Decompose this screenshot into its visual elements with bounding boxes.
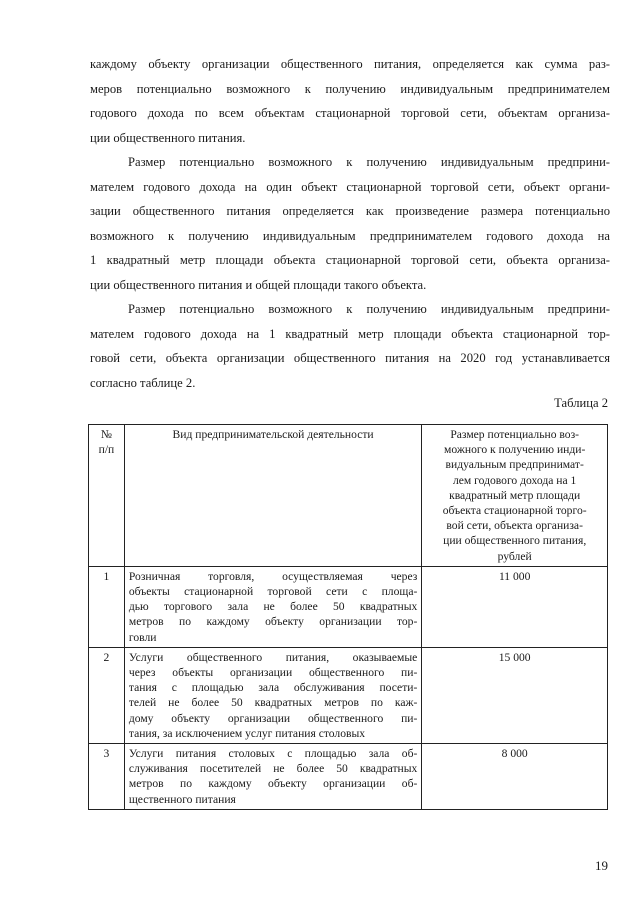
text-line: возможного к получению индивидуальным предпринимателем годового дохода на xyxy=(90,228,610,243)
page-number: 19 xyxy=(595,858,608,873)
row-activity xyxy=(124,647,421,743)
row-activity xyxy=(124,744,421,810)
text-line: меров потенциально возможного к получению индивидуальным предпринимателем xyxy=(90,81,610,96)
row-number: 2 xyxy=(89,647,125,743)
cell-text-line: метров по каждому объекту организации об- xyxy=(128,777,418,791)
header-income-size xyxy=(422,425,608,567)
cell-text-line: метров по каждому объекту организации тор- xyxy=(128,615,418,629)
text-line: Размер потенциально возможного к получению индивидуальным предприни- xyxy=(128,155,610,169)
header-text-line: № xyxy=(100,428,112,441)
text-line: мателем годового дохода на один объект стационарной торговой сети, объект органи- xyxy=(90,179,610,194)
row-value: 15 000 xyxy=(422,647,608,743)
row-value: 8 000 xyxy=(422,744,608,810)
table-header-row xyxy=(89,425,608,567)
table-row xyxy=(89,744,608,810)
cell-text-line: служивания посетителей не более 50 квадратных xyxy=(128,762,418,776)
header-text-line: рублей xyxy=(497,549,532,563)
header-text-line: вой сети, объекта организа- xyxy=(446,519,583,533)
header-text-line: можного к получению инди- xyxy=(444,443,586,457)
cell-text-line: щественного питания xyxy=(128,792,236,806)
header-text-line: Размер потенциально воз- xyxy=(450,428,580,441)
header-text-line: квадратный метр площади xyxy=(449,488,581,502)
text-line: мателем годового дохода на 1 квадратный метр площади объекта стационарной тор- xyxy=(90,326,610,341)
header-text-line: ции общественного питания, xyxy=(443,534,587,548)
paragraph-3 xyxy=(90,297,610,395)
text-line: ции общественного питания. xyxy=(90,130,246,145)
paragraph-1 xyxy=(90,52,610,150)
cell-text-line: Услуги общественного питания, оказываемые xyxy=(128,650,418,664)
cell-text-line: тания, за исключением услуг питания столовых xyxy=(128,726,366,740)
table-row xyxy=(89,566,608,647)
header-number xyxy=(89,425,125,567)
header-text: Вид предпринимательской деятельности xyxy=(172,428,374,441)
header-activity xyxy=(124,425,421,567)
cell-text-line: телей не более 50 квадратных метров по каж- xyxy=(128,696,418,710)
header-text-line: видуальным предпринимат- xyxy=(445,458,584,472)
row-value: 11 000 xyxy=(422,566,608,647)
cell-text-line: дому объекту организации общественного пи- xyxy=(128,711,418,725)
row-number: 3 xyxy=(89,744,125,810)
text-line: Размер потенциально возможного к получению индивидуальным предприни- xyxy=(128,302,610,316)
header-text-line: лем годового дохода на 1 xyxy=(452,473,577,487)
row-activity xyxy=(124,566,421,647)
table-caption: Таблица 2 xyxy=(554,396,608,410)
paragraph-2 xyxy=(90,150,610,298)
text-line: каждому объекту организации общественного питания, определяется как сумма раз- xyxy=(90,57,610,71)
rates-table xyxy=(88,424,608,810)
text-line: 1 квадратный метр площади объекта стационарной торговой сети, объекта организа- xyxy=(90,253,610,268)
row-number: 1 xyxy=(89,566,125,647)
text-line: говой сети, объекта организации общественного питания на 2020 год устанавливается xyxy=(90,351,610,366)
text-line: согласно таблице 2. xyxy=(90,375,196,390)
header-text-line: объекта стационарной торго- xyxy=(442,504,587,518)
cell-text-line: тания с площадью зала обслуживания посети- xyxy=(128,681,418,695)
cell-text-line: Услуги питания столовых с площадью зала об- xyxy=(128,747,418,761)
text-line: зации общественного питания определяется как произведение размера потенциально xyxy=(90,204,610,219)
header-text-line: п/п xyxy=(98,443,115,457)
text-line: годового дохода по всем объектам стационарной торговой сети, объектам организа- xyxy=(90,106,610,121)
table-row xyxy=(89,647,608,743)
cell-text-line: дью торгового зала не более 50 квадратных xyxy=(128,600,418,614)
cell-text-line: через объекты организации общественного пи- xyxy=(128,666,418,680)
text-line: ции общественного питания и общей площади такого объекта. xyxy=(90,277,427,292)
cell-text-line: Розничная торговля, осуществляемая через xyxy=(128,569,418,583)
cell-text-line: объекты стационарной торговой сети с площа- xyxy=(128,585,418,599)
cell-text-line: говли xyxy=(128,630,157,644)
